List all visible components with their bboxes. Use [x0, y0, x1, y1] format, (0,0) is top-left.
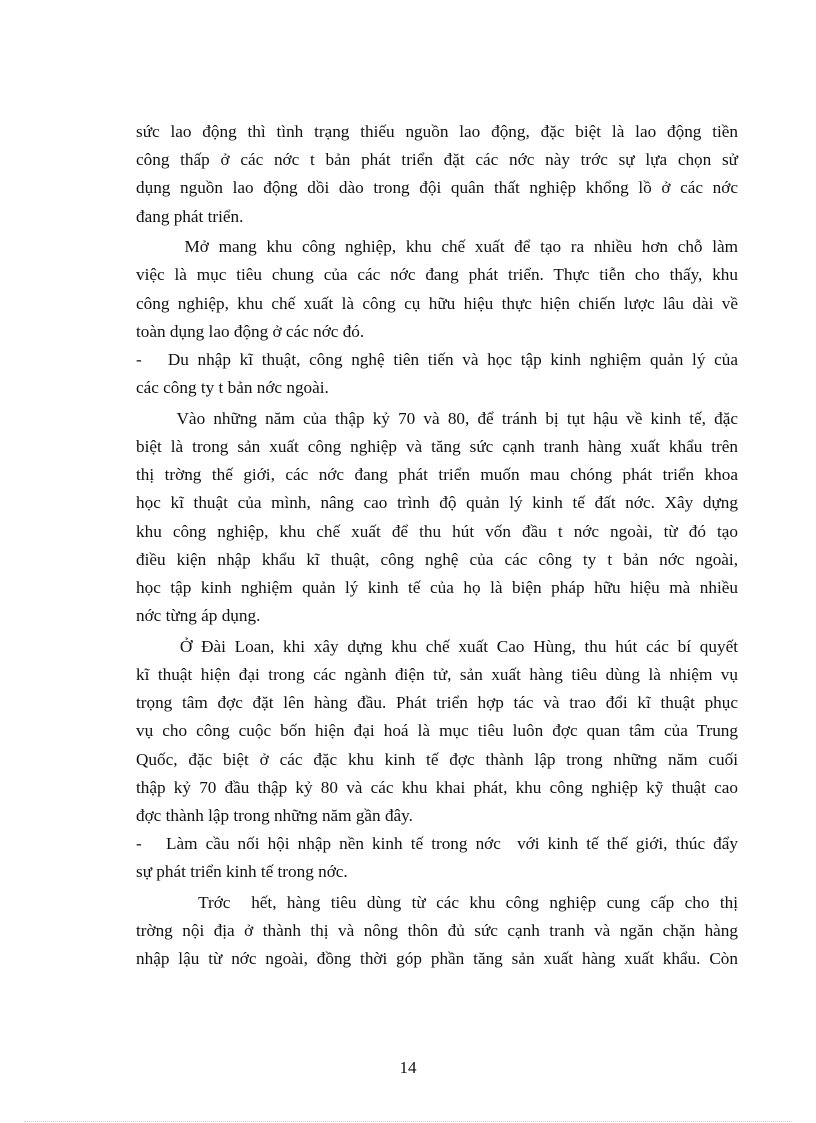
paragraph-line: kĩ thuật hiện đại trong các ngành điện tử, sản xuất hàng tiêu dùng là nhiệm vụ [136, 665, 738, 685]
paragraph-line: trờng nội địa ở thành thị và nông thôn đủ sức cạnh tranh và ngăn chặn hàng [136, 921, 738, 941]
document-body [136, 118, 738, 974]
bullet-line: các công ty t bản nớc ngoài. [136, 378, 329, 398]
paragraph-line: nhập lậu từ nớc ngoài, đồng thời góp phần tăng sản xuất hàng xuất khẩu. Còn [136, 949, 738, 969]
paragraph-line: khu công nghiệp, khu chế xuất để thu hút vốn đầu t nớc ngoài, từ đó tạo [136, 521, 738, 541]
paragraph-line: Trớc hết, hàng tiêu dùng từ các khu công nghiệp cung cấp cho thị [136, 893, 738, 913]
paragraph-line: nớc từng áp dụng. [136, 606, 261, 626]
paragraph-line: đợc thành lập trong những năm gần đây. [136, 806, 413, 825]
bullet-line: - Du nhập kĩ thuật, công nghệ tiên tiến và học tập kinh nghiệm quản lý của [136, 350, 738, 369]
paragraph-line: Ở Đài Loan, khi xây dựng khu chế xuất Cao Hùng, thu hút các bí quyết [136, 636, 738, 656]
paragraph-line: học tập kinh nghiệm quản lý kinh tế của họ là biện pháp hữu hiệu mà nhiều [136, 578, 738, 597]
paragraph-line: điều kiện nhập khẩu kĩ thuật, công nghệ của các công ty t bản nớc ngoài, [136, 549, 738, 569]
paragraph-line: công thấp ở các nớc t bản phát triển đặt các nớc này trớc sự lựa chọn sử [136, 150, 738, 170]
paragraph-line: Vào những năm của thập kỷ 70 và 80, để tránh bị tụt hậu về kinh tế, đặc [136, 408, 738, 428]
paragraph-line: biệt là trong sản xuất công nghiệp và tăng sức cạnh tranh hàng xuất khẩu trên [136, 437, 738, 457]
paragraph-line: trọng tâm đợc đặt lên hàng đầu. Phát triển hợp tác và trao đổi kĩ thuật phục [136, 693, 738, 713]
paragraph-line: đang phát triển. [136, 206, 244, 226]
paragraph-line: thập kỷ 70 đầu thập kỷ 80 và các khu khai phát, khu công nghiệp kỹ thuật cao [136, 777, 738, 797]
page-number: 14 [399, 1058, 417, 1077]
bullet-line: sự phát triển kinh tế trong nớc. [136, 862, 348, 882]
paragraph-line: công nghiệp, khu chế xuất là công cụ hữu hiệu thực hiện chiến lược lâu dài về [136, 293, 738, 313]
paragraph-line: dụng nguồn lao động dồi dào trong đội quân thất nghiệp khổng lồ ở các nớc [136, 178, 738, 198]
paragraph-line: việc là mục tiêu chung của các nớc đang phát triển. Thực tiễn cho thấy, khu [136, 265, 738, 285]
bullet-line: - Làm cầu nối hội nhập nền kinh tế trong nớc với kinh tế thế giới, thúc đẩy [136, 834, 738, 854]
paragraph-line: vụ cho công cuộc bốn hiện đại hoá là mục tiêu luôn đợc quan tâm của Trung [136, 721, 738, 741]
paragraph-line: học kĩ thuật của mình, nâng cao trình độ quản lý kinh tế đất nớc. Xây dựng [136, 493, 738, 513]
page-bottom-divider [24, 1121, 792, 1122]
paragraph-line: thị trờng thế giới, các nớc đang phát triển muốn mau chóng phát triển khoa [136, 465, 738, 485]
paragraph-line: Quốc, đặc biệt ở các đặc khu kinh tế đợc thành lập trong những năm cuối [136, 749, 738, 769]
paragraph-line: Mở mang khu công nghiệp, khu chế xuất để tạo ra nhiều hơn chỗ làm [136, 237, 738, 257]
paragraph-line: sức lao động thì tình trạng thiếu nguồn lao động, đặc biệt là lao động tiền [136, 122, 738, 141]
paragraph-line: toàn dụng lao động ở các nớc đó. [136, 321, 365, 341]
